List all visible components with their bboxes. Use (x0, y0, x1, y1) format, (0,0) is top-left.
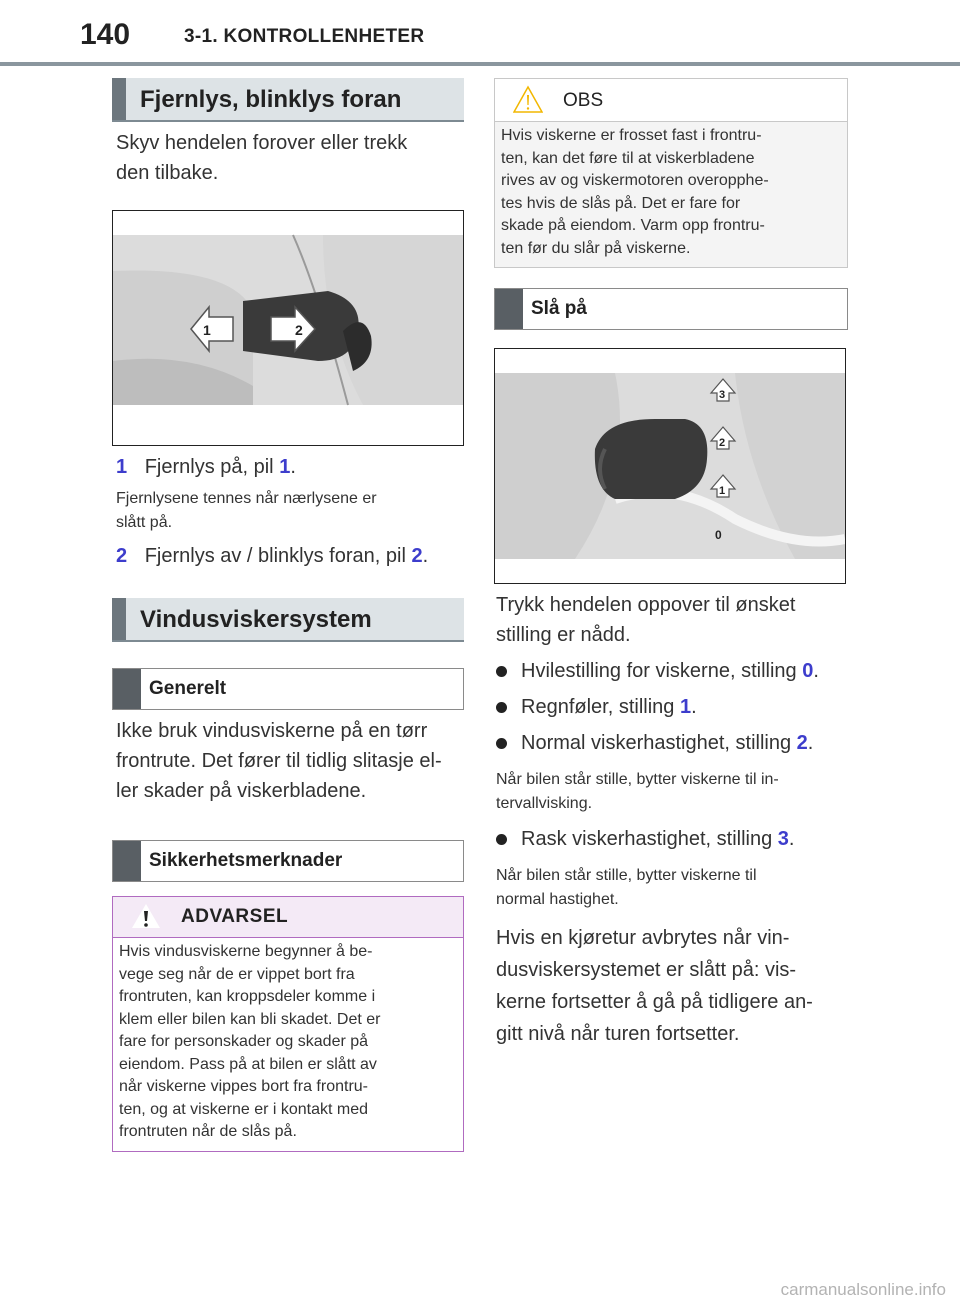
bullet-text: Hvilestilling for viskerne, stilling (521, 660, 803, 682)
obs-title: OBS (563, 90, 604, 111)
bullet-regnfoler (496, 692, 846, 722)
fig1-label-2: 2 (295, 322, 303, 338)
general-text (116, 716, 466, 806)
subheader-title: Generelt (149, 678, 227, 699)
text-line: ten før du slår på viskerne. (501, 239, 691, 257)
bullet-text: Rask viskerhastighet, stilling (521, 828, 778, 850)
bullet-ref: 1 (679, 696, 692, 718)
warning-text (119, 941, 380, 1144)
bullet-end: . (807, 732, 814, 754)
bullet-hvilestilling (496, 656, 846, 686)
subheader-title: Sikkerhetsmerknader (149, 850, 343, 871)
item-number: 2 (116, 545, 128, 567)
section-tab (112, 78, 126, 120)
section-tab (112, 598, 126, 640)
item-end: . (422, 545, 429, 567)
text-line: frontruten når de slås på. (119, 1123, 297, 1140)
text-line: Trykk hendelen oppover til ønsket (496, 594, 796, 616)
text-line: frontrute. Det fører til tidlig slitasje el- (116, 750, 442, 772)
bullet-rask (496, 824, 846, 854)
warning-title: ADVARSEL (181, 906, 289, 927)
fig1-label-1: 1 (203, 322, 211, 338)
bullet-icon (496, 834, 507, 845)
text-line: ten, kan det føre til at viskerbladene (501, 149, 755, 167)
text-line: Når bilen står stille, bytter viskerne til in- (496, 771, 779, 788)
item-text: Fjernlys av / blinklys foran, pil (144, 545, 412, 567)
text-line: ten, og at viskerne er i kontakt med (119, 1100, 369, 1118)
text-line: ler skader på viskerbladene. (116, 780, 367, 802)
text-line: Hvis viskerne er frosset fast i frontru- (501, 127, 762, 144)
section-title: Fjernlys, blinklys foran (140, 86, 402, 113)
section-title: Vindusviskersystem (140, 606, 372, 633)
item-ref: 1 (279, 456, 291, 478)
subheader-generelt (112, 668, 464, 710)
item-number: 1 (116, 456, 128, 478)
note-intervall (496, 768, 846, 816)
bullet-text: Regnføler, stilling (521, 696, 680, 718)
wiper-stalk-illustration (495, 349, 845, 583)
bullet-ref: 3 (777, 828, 789, 850)
footer-watermark[interactable]: carmanualsonline.info (780, 1280, 946, 1299)
figure-wiper-stalk (494, 348, 846, 584)
text-line: gitt nivå når turen fortsetter. (496, 1023, 740, 1045)
text-line: slått på. (116, 514, 173, 531)
press-text (496, 590, 846, 650)
note-fjernlys (116, 487, 466, 535)
fig2-label-0: 0 (715, 528, 722, 542)
text-line: frontruten, kan kroppsdeler komme i (119, 988, 376, 1005)
warning-box (112, 896, 464, 1152)
subheader-tab (495, 289, 523, 329)
list-item-2 (116, 541, 466, 571)
bullet-icon (496, 738, 507, 749)
text-line: kerne fortsetter å gå på tidligere an- (496, 991, 813, 1013)
text-line: Hvis vindusviskerne begynner å be- (119, 943, 373, 960)
section-header-fjernlys (112, 78, 464, 122)
warning-triangle-icon (131, 903, 161, 929)
bullet-end: . (788, 828, 795, 850)
bullet-end: . (691, 696, 697, 718)
text-line: Skyv hendelen forover eller trekk (116, 132, 408, 154)
text-line: vege seg når de er vippet bort fra (119, 965, 355, 983)
text-line: rives av og viskermotoren overopphe- (501, 172, 769, 189)
bullet-ref: 2 (796, 732, 808, 754)
obs-box (494, 78, 848, 268)
obs-text (501, 125, 769, 260)
text-line: tes hvis de slås på. Det er fare for (501, 194, 741, 212)
closing-text (496, 922, 846, 1050)
text-line: den tilbake. (116, 162, 219, 184)
text-line: når viskerne vippes bort fra frontru- (119, 1078, 368, 1095)
item-ref: 2 (411, 545, 423, 567)
section-header-vindusvisker (112, 598, 464, 642)
subheader-title: Slå på (531, 298, 587, 319)
chapter-title: 3-1. KONTROLLENHETER (184, 26, 425, 47)
text-line: fare for personskader og skader på (119, 1033, 369, 1050)
bullet-text: Normal viskerhastighet, stilling (521, 732, 797, 754)
item-end: . (290, 456, 296, 478)
text-line: Ikke bruk vindusviskerne på en tørr (116, 720, 428, 742)
note-normal (496, 864, 846, 912)
subheader-sla-pa (494, 288, 848, 330)
text-line: Hvis en kjøretur avbrytes når vin- (496, 927, 790, 949)
obs-header (495, 79, 847, 122)
list-item-1 (116, 452, 466, 482)
bullet-icon (496, 666, 507, 677)
text-line: klem eller bilen kan bli skadet. Det er (119, 1010, 381, 1028)
header-rule (0, 62, 960, 66)
bullet-icon (496, 702, 507, 713)
text-line: stilling er nådd. (496, 624, 631, 646)
text-line: skade på eiendom. Varm opp frontru- (501, 217, 765, 234)
intro-text (116, 128, 464, 188)
fig2-label-3: 3 (719, 389, 726, 401)
text-line: normal hastighet. (496, 891, 619, 908)
item-text: Fjernlys på, pil (144, 456, 280, 478)
figure-headlight-stalk (112, 210, 464, 446)
page-number: 140 (80, 18, 131, 51)
bullet-end: . (813, 660, 819, 682)
fig2-label-1: 1 (719, 485, 726, 497)
bullet-normal (496, 728, 846, 758)
subheader-sikkerhet (112, 840, 464, 882)
stalk-illustration (113, 211, 463, 445)
text-line: Fjernlysene tennes når nærlysene er (116, 490, 377, 507)
caution-triangle-icon (513, 85, 543, 113)
text-line: eiendom. Pass på at bilen er slått av (119, 1055, 377, 1073)
text-line: tervallvisking. (496, 795, 593, 812)
text-line: dusviskersystemet er slått på: vis- (496, 959, 797, 981)
text-line: Når bilen står stille, bytter viskerne til (496, 867, 757, 884)
fig2-label-2: 2 (719, 437, 726, 449)
subheader-tab (113, 841, 141, 881)
subheader-tab (113, 669, 141, 709)
bullet-ref: 0 (802, 660, 814, 682)
warning-header (113, 897, 463, 938)
